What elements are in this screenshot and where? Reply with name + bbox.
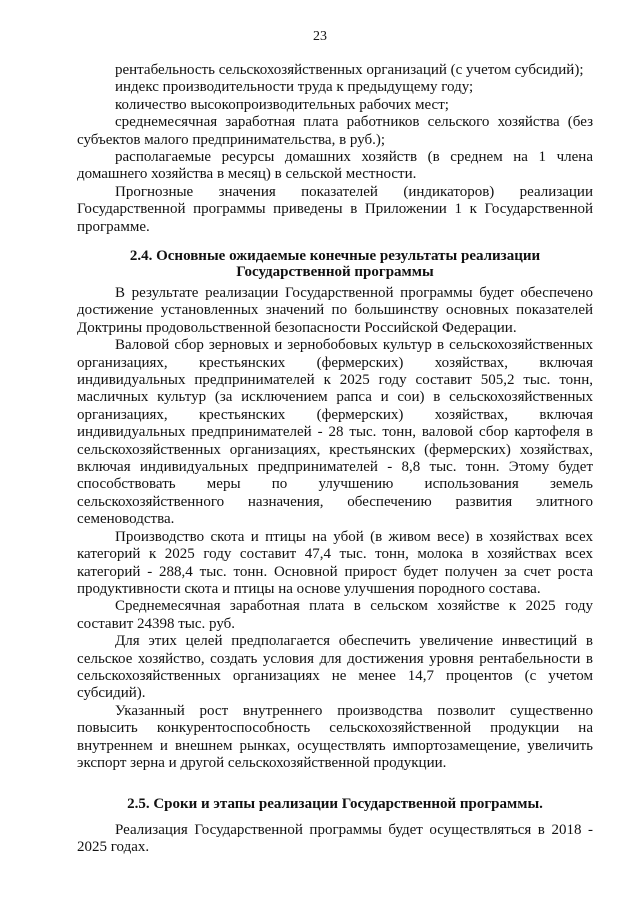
- paragraph: Для этих целей предполагается обеспечить увеличение инвестиций в сельское хозяйство, создать условия для достижения уровня рентабельности в сельскохозяйственных организациях не менее 14,7 процентов (с учетом субсидий).: [77, 633, 593, 702]
- paragraph: Реализация Государственной программы будет осуществляться в 2018 - 2025 годах.: [77, 822, 593, 856]
- section-title-line: Государственной программы: [236, 264, 434, 280]
- paragraph: В результате реализации Государственной программы будет обеспечено достижение установленных значений по большинству основных показателей Доктрины продовольственной безопасности Российской Федерации.: [77, 285, 593, 336]
- paragraph: среднемесячная заработная плата работников сельского хозяйства (без субъектов малого предпринимательства, в руб.);: [77, 114, 593, 148]
- paragraph: Среднемесячная заработная плата в сельском хозяйстве к 2025 году составит 24398 тыс. руб.: [77, 598, 593, 632]
- section-title: 2.5. Сроки и этапы реализации Государственной программы.: [127, 796, 543, 812]
- page-number: 23: [313, 29, 327, 44]
- paragraph: Производство скота и птицы на убой (в живом весе) в хозяйствах всех категорий к 2025 году составит 47,4 тыс. тонн, молока в хозяйствах всех категорий - 288,4 тыс. тонн. Основной прирост будет получен за счет роста продуктивности скота и птицы на основе улучшения породного состава.: [77, 528, 593, 597]
- paragraph: Указанный рост внутреннего производства позволит существенно повысить конкурентоспособность сельскохозяйственной продукции на внутреннем и внешнем рынках, осуществлять импортозамещение, увеличить экспорт зерна и другой сельскохозяйственной продукции.: [77, 702, 593, 771]
- intro-list: [77, 62, 593, 236]
- paragraph: индекс производительности труда к предыдущему году;: [115, 79, 474, 96]
- paragraph: Валовой сбор зерновых и зернобобовых культур в сельскохозяйственных организациях, крестьянских (фермерских) хозяйствах, включая индивидуальных предпринимателей к 2025 году составит 505,2 тыс. тонн, масличных культур (за исключением рапса и сои) в сельскохозяйственных организациях, крестьянских (фермерских) хозяйствах, включая индивидуальных предпринимателей - 28 тыс. тонн, валовой сбор картофеля в сельскохозяйственных организациях, крестьянских (фермерских) хозяйствах, включая индивидуальных предпринимателей - 8,8 тыс. тонн. Этому будет способствовать меры по улучшению использования земель сельскохозяйственного назначения, обеспечению развития элитного семеноводства.: [77, 337, 593, 528]
- paragraph: располагаемые ресурсы домашних хозяйств (в среднем на 1 члена домашнего хозяйства в месяц) в сельской местности.: [77, 149, 593, 183]
- paragraph: рентабельность сельскохозяйственных организаций (с учетом субсидий);: [115, 62, 584, 78]
- section-2-4-body: [77, 285, 593, 772]
- paragraph: Прогнозные значения показателей (индикаторов) реализации Государственной программы приведены в Приложении 1 к Государственной программе.: [77, 183, 593, 235]
- paragraph: количество высокопроизводительных рабочих мест;: [115, 96, 449, 113]
- section-2-5-heading: [77, 796, 593, 812]
- section-title-line: 2.4. Основные ожидаемые конечные результаты реализации: [129, 248, 541, 264]
- section-2-5-body: [77, 822, 593, 857]
- section-2-4-heading: [77, 248, 593, 280]
